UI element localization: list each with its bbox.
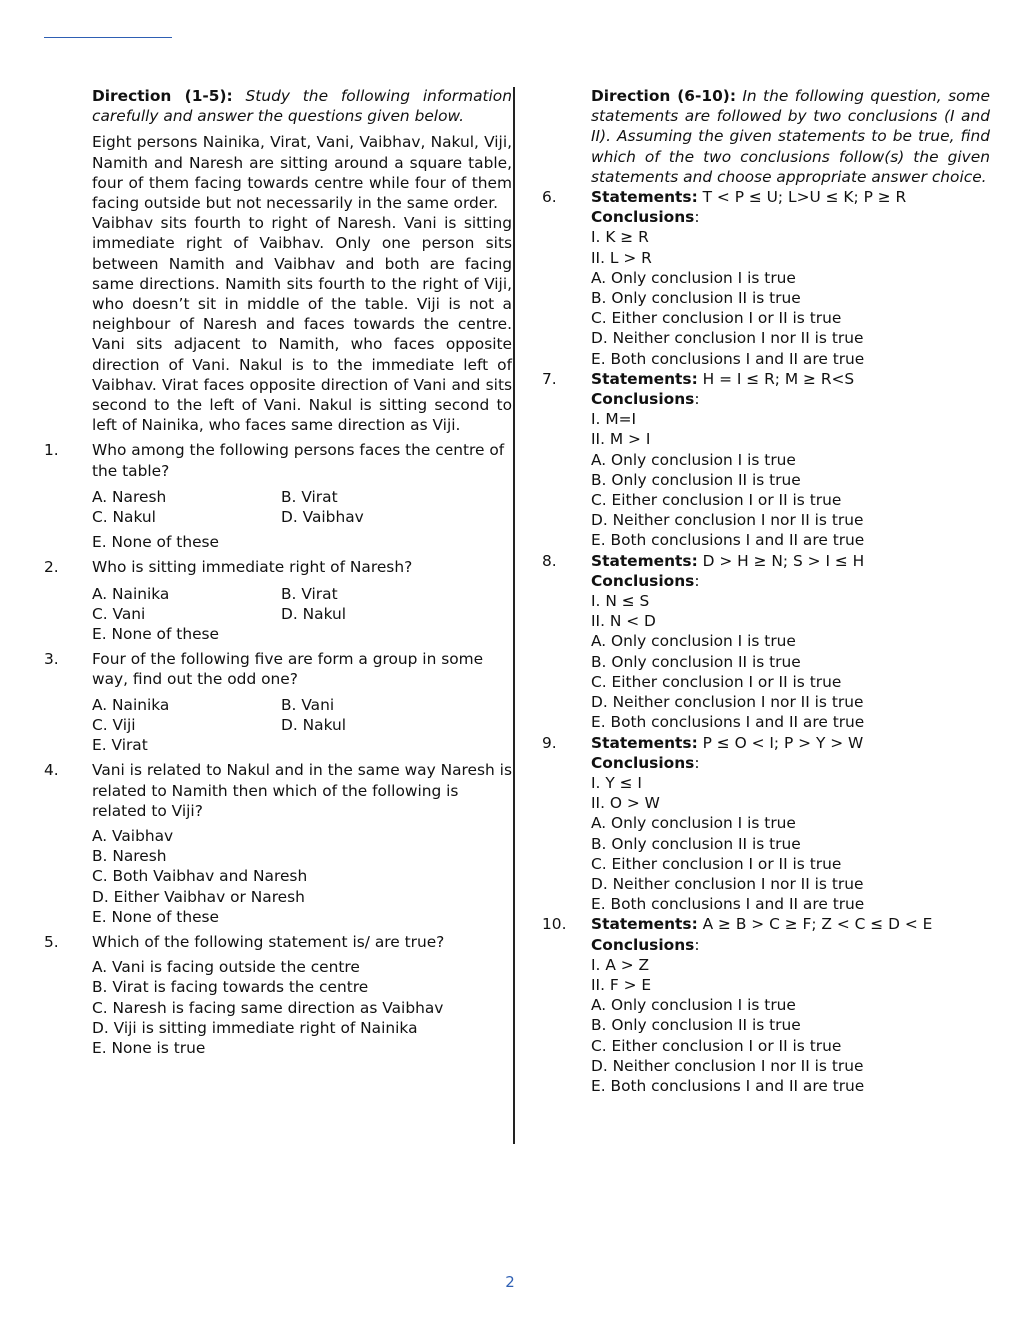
conclusions-colon: : bbox=[694, 208, 700, 227]
option: A. Nainika bbox=[92, 695, 170, 714]
conclusions-label: Conclusions bbox=[591, 935, 695, 954]
statements-label: Statements: bbox=[591, 733, 698, 752]
answer-option: E. Both conclusions I and II are true bbox=[591, 349, 865, 368]
page-number: 2 bbox=[505, 1273, 515, 1291]
option: B. Virat is facing towards the centre bbox=[92, 978, 369, 997]
answer-option: C. Either conclusion I or II is true bbox=[591, 1036, 842, 1055]
answer-option: B. Only conclusion II is true bbox=[591, 834, 801, 853]
conclusions-heading bbox=[591, 935, 990, 955]
answer-option: C. Either conclusion I or II is true bbox=[591, 672, 842, 691]
conclusion-i: I. A > Z bbox=[591, 955, 650, 974]
question-text: Four of the following five are form a group in some way, find out the odd one? bbox=[92, 650, 484, 689]
question-5 bbox=[44, 932, 512, 952]
option: E. None of these bbox=[92, 625, 220, 644]
answer-option: B. Only conclusion II is true bbox=[591, 1016, 801, 1035]
option: D. Viji is sitting immediate right of Nainika bbox=[92, 1018, 418, 1037]
conclusion-i: I. K ≥ R bbox=[591, 228, 649, 247]
question-4 bbox=[44, 760, 512, 821]
option: D. Either Vaibhav or Naresh bbox=[92, 887, 305, 906]
direction-6-10 bbox=[591, 86, 990, 187]
option: A. Nainika bbox=[92, 584, 170, 603]
answer-option: E. Both conclusions I and II are true bbox=[591, 895, 865, 914]
option: B. Virat bbox=[281, 584, 338, 603]
conclusions-colon: : bbox=[694, 390, 700, 409]
option: E. None of these bbox=[92, 907, 220, 926]
options bbox=[92, 487, 512, 527]
conclusions-heading bbox=[591, 207, 990, 227]
conclusion-i: I. M=I bbox=[591, 410, 637, 429]
answer-option: E. Both conclusions I and II are true bbox=[591, 713, 865, 732]
direction-text: In the following question, some statements are followed by two conclusions (I and II). Assuming the given statements to be true, find which of the two conclusions follow(s) the given statements and choose appropriate answer choice. bbox=[591, 87, 990, 186]
option: E. Virat bbox=[92, 736, 148, 755]
option: C. Vani bbox=[92, 604, 146, 623]
answer-option: C. Either conclusion I or II is true bbox=[591, 309, 842, 328]
option: D. Vaibhav bbox=[281, 508, 364, 527]
conclusion-ii: II. N < D bbox=[591, 612, 656, 631]
option: B. Naresh bbox=[92, 847, 167, 866]
question-text: Which of the following statement is/ are true? bbox=[92, 932, 445, 951]
question-6 bbox=[542, 187, 990, 369]
option: C. Both Vaibhav and Naresh bbox=[92, 867, 308, 886]
conclusion-ii: II. F > E bbox=[591, 975, 652, 994]
options bbox=[92, 957, 512, 1058]
header-rule bbox=[44, 37, 172, 38]
question-number: 6. bbox=[542, 188, 557, 207]
options bbox=[92, 695, 512, 735]
conclusions-colon: : bbox=[694, 753, 700, 772]
question-text: Who is sitting immediate right of Naresh? bbox=[92, 558, 413, 577]
option: C. Naresh is facing same direction as Vaibhav bbox=[92, 998, 444, 1017]
question-9 bbox=[542, 733, 990, 915]
answer-option: A. Only conclusion I is true bbox=[591, 268, 796, 287]
statement-text: T < P ≤ U; L>U ≤ K; P ≥ R bbox=[697, 188, 907, 207]
question-1 bbox=[44, 440, 512, 480]
statement bbox=[591, 551, 990, 571]
conclusion-i: I. N ≤ S bbox=[591, 592, 650, 611]
passage bbox=[92, 132, 512, 435]
statement bbox=[591, 914, 990, 934]
option: E. None of these bbox=[92, 533, 220, 552]
conclusions-label: Conclusions bbox=[591, 571, 695, 590]
right-column bbox=[542, 86, 990, 1096]
question-text: Who among the following persons faces the centre of the table? bbox=[92, 441, 505, 480]
question-number: 2. bbox=[44, 558, 59, 577]
answer-option: A. Only conclusion I is true bbox=[591, 632, 796, 651]
statements-label: Statements: bbox=[591, 188, 698, 207]
statement bbox=[591, 369, 990, 389]
conclusions-label: Conclusions bbox=[591, 208, 695, 227]
statement bbox=[591, 733, 990, 753]
question-7 bbox=[542, 369, 990, 551]
statements-label: Statements: bbox=[591, 369, 698, 388]
question-number: 9. bbox=[542, 733, 557, 752]
answer-option: D. Neither conclusion I nor II is true bbox=[591, 329, 864, 348]
answer-option: E. Both conclusions I and II are true bbox=[591, 531, 865, 550]
option: B. Vani bbox=[281, 695, 335, 714]
question-number: 5. bbox=[44, 932, 59, 951]
left-column bbox=[44, 86, 512, 1058]
option: C. Viji bbox=[92, 715, 136, 734]
right-questions bbox=[542, 187, 990, 1096]
question-number: 4. bbox=[44, 761, 59, 780]
question-8 bbox=[542, 551, 990, 733]
question-number: 8. bbox=[542, 551, 557, 570]
statements-label: Statements: bbox=[591, 915, 698, 934]
conclusion-ii: II. O > W bbox=[591, 794, 660, 813]
direction-label: Direction (6-10): bbox=[591, 87, 736, 105]
conclusion-ii: II. L > R bbox=[591, 248, 652, 267]
question-number: 7. bbox=[542, 369, 557, 388]
conclusions-heading bbox=[591, 389, 990, 409]
options bbox=[92, 826, 512, 927]
answer-option: A. Only conclusion I is true bbox=[591, 450, 796, 469]
direction-text: Study the following information carefully and answer the questions given below. bbox=[92, 87, 512, 126]
conclusion-i: I. Y ≤ I bbox=[591, 773, 642, 792]
conclusions-heading bbox=[591, 753, 990, 773]
answer-option: A. Only conclusion I is true bbox=[591, 814, 796, 833]
answer-option: A. Only conclusion I is true bbox=[591, 996, 796, 1015]
option: B. Virat bbox=[281, 487, 338, 506]
passage-paragraph: Vaibhav sits fourth to right of Naresh. Vani is sitting immediate right of Vaibhav. Only one person sits between Namith and Vaibhav and both are facing same directions. Namith sits fourth to the right of Viji, who doesn’t sit in middle of the table. Viji is not a neighbour of Naresh and faces towards the centre. Vani sits adjacent to Namith, who faces opposite direction of Vani. Nakul is to the immediate left of Vaibhav. Virat faces opposite direction of Vani and sits second to the left of Vani. Nakul is sitting second to left of Nainika, who faces same direction as Viji. bbox=[92, 214, 512, 435]
answer-option: D. Neither conclusion I nor II is true bbox=[591, 874, 864, 893]
statement-text: H = I ≤ R; M ≥ R<S bbox=[697, 369, 855, 388]
conclusions-label: Conclusions bbox=[591, 390, 695, 409]
answer-option: C. Either conclusion I or II is true bbox=[591, 491, 842, 510]
conclusions-label: Conclusions bbox=[591, 753, 695, 772]
option: A. Vani is facing outside the centre bbox=[92, 958, 360, 977]
answer-option: B. Only conclusion II is true bbox=[591, 652, 801, 671]
question-number: 3. bbox=[44, 650, 59, 669]
option: A. Vaibhav bbox=[92, 826, 174, 845]
conclusions-colon: : bbox=[694, 571, 700, 590]
question-number: 10. bbox=[542, 915, 567, 934]
statement bbox=[591, 187, 990, 207]
option: D. Nakul bbox=[281, 604, 347, 623]
direction-1-5 bbox=[92, 86, 512, 126]
question-2 bbox=[44, 557, 512, 577]
passage-paragraph: Eight persons Nainika, Virat, Vani, Vaibhav, Nakul, Viji, Namith and Naresh are sitting around a square table, four of them facing towards centre while four of them facing outside but not necessarily in the same order. bbox=[92, 133, 512, 213]
direction-label: Direction (1-5): bbox=[92, 87, 233, 105]
question-number: 1. bbox=[44, 441, 59, 460]
question-3 bbox=[44, 649, 512, 689]
question-text: Vani is related to Nakul and in the same way Naresh is related to Namith then which of the following is related to Viji? bbox=[92, 761, 512, 820]
answer-option: E. Both conclusions I and II are true bbox=[591, 1076, 865, 1095]
conclusions-colon: : bbox=[694, 935, 700, 954]
conclusions-heading bbox=[591, 571, 990, 591]
answer-option: D. Neither conclusion I nor II is true bbox=[591, 1056, 864, 1075]
statement-text: A ≥ B > C ≥ F; Z < C ≤ D < E bbox=[697, 915, 933, 934]
option: D. Nakul bbox=[281, 715, 347, 734]
answer-option: B. Only conclusion II is true bbox=[591, 289, 801, 308]
answer-option: D. Neither conclusion I nor II is true bbox=[591, 511, 864, 530]
answer-option: D. Neither conclusion I nor II is true bbox=[591, 693, 864, 712]
option: C. Nakul bbox=[92, 508, 156, 527]
option: A. Naresh bbox=[92, 487, 167, 506]
column-divider bbox=[513, 87, 515, 1144]
statement-text: D > H ≥ N; S > I ≤ H bbox=[697, 551, 865, 570]
option: E. None is true bbox=[92, 1038, 206, 1057]
options bbox=[92, 584, 512, 624]
question-10 bbox=[542, 914, 990, 1096]
statements-label: Statements: bbox=[591, 551, 698, 570]
answer-option: B. Only conclusion II is true bbox=[591, 470, 801, 489]
conclusion-ii: II. M > I bbox=[591, 430, 651, 449]
statement-text: P ≤ O < I; P > Y > W bbox=[697, 733, 864, 752]
answer-option: C. Either conclusion I or II is true bbox=[591, 854, 842, 873]
